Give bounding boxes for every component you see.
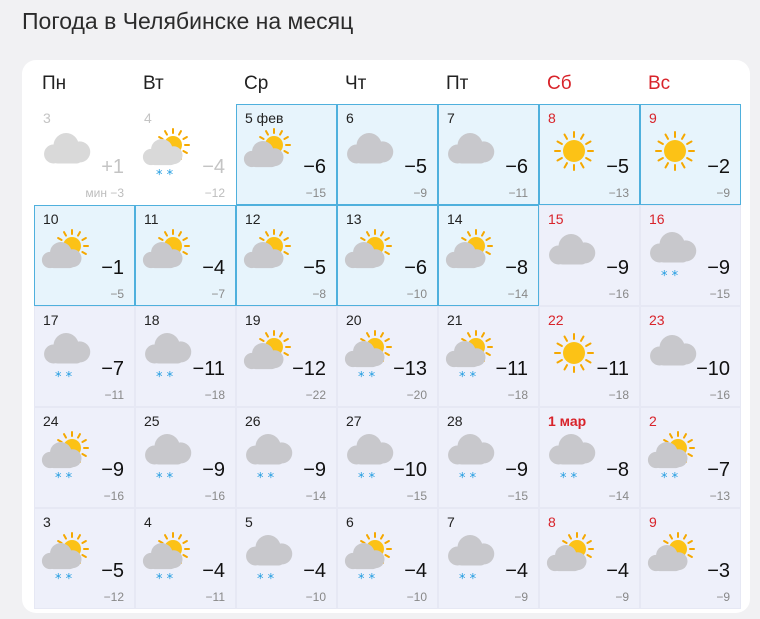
day-date: 12 <box>245 211 261 227</box>
day-cell[interactable] <box>640 306 741 407</box>
day-date: 1 мар <box>548 413 587 429</box>
weekday-sat: Сб <box>547 73 572 94</box>
day-temp-max: −4 <box>505 560 528 582</box>
weekday-thu: Чт <box>345 73 367 94</box>
day-date: 23 <box>649 312 665 328</box>
partly-cloudy-icon <box>140 228 196 291</box>
day-temp-max: −7 <box>101 358 124 380</box>
day-temp-max: −4 <box>404 560 427 582</box>
partly-cloudy-icon <box>241 127 297 190</box>
day-cell[interactable] <box>34 205 135 306</box>
day-temp-max: −9 <box>303 459 326 481</box>
partly-cloudy-snow-icon <box>443 329 499 392</box>
svg-text:* *: * * <box>358 370 376 385</box>
day-date: 22 <box>548 312 564 328</box>
day-date: 16 <box>649 211 665 227</box>
svg-text:* *: * * <box>156 370 174 385</box>
day-cell[interactable] <box>337 205 438 306</box>
svg-text:* *: * * <box>661 269 679 284</box>
day-date: 20 <box>346 312 362 328</box>
day-date: 5 <box>245 514 253 530</box>
cloudy-snow-icon <box>443 531 499 594</box>
day-cell[interactable] <box>539 306 640 407</box>
day-date: 17 <box>43 312 59 328</box>
day-temp-min: −8 <box>312 287 326 301</box>
partly-cloudy-snow-icon <box>39 430 95 493</box>
cloudy-snow-icon <box>544 430 600 493</box>
cloudy-icon <box>645 329 701 392</box>
day-temp-min: −11 <box>104 388 124 402</box>
day-cell[interactable] <box>539 205 640 306</box>
day-temp-min: −10 <box>406 287 427 301</box>
day-cell[interactable] <box>539 104 640 205</box>
day-date: 15 <box>548 211 564 227</box>
svg-text:* *: * * <box>661 471 679 486</box>
day-date: 3 <box>43 514 51 530</box>
day-temp-max: +1 <box>101 156 124 178</box>
cloudy-icon <box>544 228 600 291</box>
day-date: 6 <box>346 514 354 530</box>
day-date: 21 <box>447 312 463 328</box>
day-cell[interactable] <box>34 306 135 407</box>
svg-text:* *: * * <box>459 572 477 587</box>
day-temp-min: −13 <box>709 489 730 503</box>
day-date: 14 <box>447 211 463 227</box>
day-date: 25 <box>144 413 160 429</box>
cloudy-snow-icon <box>241 430 297 493</box>
partly-cloudy-icon <box>241 329 297 392</box>
day-cell[interactable] <box>236 306 337 407</box>
day-temp-max: −8 <box>606 459 629 481</box>
day-temp-min: −9 <box>413 186 427 200</box>
day-cell[interactable] <box>34 104 135 205</box>
day-date: 3 <box>43 110 51 126</box>
day-temp-max: −5 <box>606 156 629 178</box>
day-cell[interactable] <box>337 306 438 407</box>
day-temp-min: мин −3 <box>85 186 124 200</box>
svg-text:* *: * * <box>459 471 477 486</box>
day-date: 4 <box>144 514 152 530</box>
partly-cloudy-icon <box>544 531 600 594</box>
day-temp-max: −6 <box>404 257 427 279</box>
cloudy-snow-icon <box>342 430 398 493</box>
partly-cloudy-icon <box>39 228 95 291</box>
day-date: 26 <box>245 413 261 429</box>
day-cell[interactable] <box>438 407 539 508</box>
day-temp-min: −15 <box>709 287 730 301</box>
day-temp-max: −10 <box>393 459 427 481</box>
day-temp-max: −9 <box>707 257 730 279</box>
day-temp-min: −12 <box>204 186 225 200</box>
day-temp-min: −9 <box>514 590 528 604</box>
sunny-icon <box>544 329 600 392</box>
day-cell[interactable] <box>135 407 236 508</box>
day-cell[interactable] <box>539 508 640 609</box>
day-date: 11 <box>144 211 159 227</box>
day-temp-min: −18 <box>608 388 629 402</box>
day-temp-min: −15 <box>507 489 528 503</box>
day-temp-max: −3 <box>707 560 730 582</box>
sunny-icon <box>645 127 701 190</box>
partly-cloudy-snow-icon <box>140 127 196 190</box>
day-temp-min: −5 <box>110 287 124 301</box>
svg-text:* *: * * <box>358 572 376 587</box>
day-temp-max: −11 <box>596 358 629 380</box>
day-cell[interactable] <box>539 407 640 508</box>
day-date: 8 <box>548 110 556 126</box>
day-temp-min: −15 <box>305 186 326 200</box>
cloudy-snow-icon <box>140 329 196 392</box>
day-temp-min: −14 <box>608 489 629 503</box>
day-temp-min: −9 <box>716 186 730 200</box>
day-cell[interactable] <box>34 508 135 609</box>
cloudy-icon <box>342 127 398 190</box>
svg-text:* *: * * <box>156 471 174 486</box>
day-cell[interactable] <box>640 205 741 306</box>
day-temp-max: −1 <box>101 257 124 279</box>
partly-cloudy-icon <box>241 228 297 291</box>
day-temp-max: −9 <box>101 459 124 481</box>
day-cell[interactable] <box>337 104 438 205</box>
day-temp-max: −7 <box>707 459 730 481</box>
svg-text:* *: * * <box>257 572 275 587</box>
day-temp-max: −8 <box>505 257 528 279</box>
cloudy-icon <box>443 127 499 190</box>
day-cell[interactable] <box>236 205 337 306</box>
day-temp-max: −4 <box>202 257 225 279</box>
partly-cloudy-icon <box>443 228 499 291</box>
cloudy-snow-icon <box>645 228 701 291</box>
weekday-mon: Пн <box>42 73 67 94</box>
page-title: Погода в Челябинске на месяц <box>22 8 354 34</box>
day-date: 7 <box>447 514 455 530</box>
day-cell[interactable] <box>337 407 438 508</box>
day-temp-max: −11 <box>495 358 528 380</box>
partly-cloudy-snow-icon <box>39 531 95 594</box>
day-date: 28 <box>447 413 463 429</box>
day-cell[interactable] <box>135 205 236 306</box>
day-temp-max: −9 <box>606 257 629 279</box>
day-temp-min: −20 <box>406 388 427 402</box>
day-cell[interactable] <box>438 306 539 407</box>
day-cell[interactable] <box>236 104 337 205</box>
day-temp-min: −13 <box>608 186 629 200</box>
day-date: 10 <box>43 211 59 227</box>
day-date: 18 <box>144 312 160 328</box>
day-temp-min: −16 <box>103 489 124 503</box>
day-temp-min: −9 <box>716 590 730 604</box>
day-date: 19 <box>245 312 261 328</box>
day-temp-min: −16 <box>608 287 629 301</box>
day-temp-min: −18 <box>204 388 225 402</box>
day-temp-max: −4 <box>202 156 225 178</box>
day-date: 13 <box>346 211 362 227</box>
svg-text:* *: * * <box>156 168 174 183</box>
day-temp-min: −16 <box>709 388 730 402</box>
day-cell[interactable] <box>135 306 236 407</box>
day-temp-min: −7 <box>211 287 225 301</box>
day-cell[interactable] <box>236 407 337 508</box>
day-date: 6 <box>346 110 354 126</box>
day-temp-min: −11 <box>508 186 528 200</box>
day-cell[interactable] <box>640 407 741 508</box>
sunny-icon <box>544 127 600 190</box>
svg-text:* *: * * <box>156 572 174 587</box>
day-temp-max: −10 <box>696 358 730 380</box>
day-date: 8 <box>548 514 556 530</box>
day-temp-max: −6 <box>505 156 528 178</box>
day-temp-max: −6 <box>303 156 326 178</box>
partly-cloudy-snow-icon <box>342 531 398 594</box>
weekday-wed: Ср <box>244 73 269 94</box>
day-temp-min: −16 <box>204 489 225 503</box>
day-temp-min: −10 <box>305 590 326 604</box>
svg-text:* *: * * <box>55 370 73 385</box>
day-date: 7 <box>447 110 455 126</box>
day-temp-min: −18 <box>507 388 528 402</box>
day-date: 4 <box>144 110 152 126</box>
day-cell[interactable] <box>438 205 539 306</box>
day-temp-max: −12 <box>292 358 326 380</box>
day-cell[interactable] <box>34 407 135 508</box>
day-cell[interactable] <box>236 508 337 609</box>
day-cell[interactable] <box>640 104 741 205</box>
svg-text:* *: * * <box>459 370 477 385</box>
partly-cloudy-snow-icon <box>645 430 701 493</box>
cloudy-snow-icon <box>443 430 499 493</box>
day-temp-max: −5 <box>404 156 427 178</box>
partly-cloudy-icon <box>645 531 701 594</box>
svg-text:* *: * * <box>55 471 73 486</box>
partly-cloudy-snow-icon <box>342 329 398 392</box>
partly-cloudy-icon <box>342 228 398 291</box>
day-date: 5 фев <box>245 110 284 126</box>
svg-text:* *: * * <box>560 471 578 486</box>
day-temp-max: −9 <box>505 459 528 481</box>
day-temp-max: −2 <box>707 156 730 178</box>
day-temp-max: −9 <box>202 459 225 481</box>
day-temp-min: −11 <box>205 590 225 604</box>
day-cell[interactable] <box>337 508 438 609</box>
weekday-sun: Вс <box>648 73 671 94</box>
day-date: 24 <box>43 413 59 429</box>
day-temp-min: −12 <box>103 590 124 604</box>
day-date: 27 <box>346 413 362 429</box>
day-date: 9 <box>649 110 657 126</box>
day-temp-min: −14 <box>305 489 326 503</box>
day-temp-max: −5 <box>101 560 124 582</box>
day-temp-max: −4 <box>606 560 629 582</box>
cloudy-snow-icon <box>241 531 297 594</box>
day-temp-max: −11 <box>192 358 225 380</box>
svg-text:* *: * * <box>257 471 275 486</box>
cloudy-snow-icon <box>39 329 95 392</box>
day-temp-min: −14 <box>507 287 528 301</box>
day-temp-min: −22 <box>305 388 326 402</box>
day-cell[interactable] <box>135 508 236 609</box>
day-cell[interactable] <box>640 508 741 609</box>
svg-text:* *: * * <box>55 572 73 587</box>
day-date: 9 <box>649 514 657 530</box>
day-temp-min: −9 <box>615 590 629 604</box>
day-date: 2 <box>649 413 657 429</box>
day-cell[interactable] <box>438 104 539 205</box>
cloudy-icon <box>39 127 95 190</box>
day-temp-max: −13 <box>393 358 427 380</box>
day-temp-min: −15 <box>406 489 427 503</box>
cloudy-snow-icon <box>140 430 196 493</box>
day-cell[interactable] <box>135 104 236 205</box>
day-temp-max: −5 <box>303 257 326 279</box>
day-cell[interactable] <box>438 508 539 609</box>
weekday-fri: Пт <box>446 73 469 94</box>
svg-text:* *: * * <box>358 471 376 486</box>
day-temp-max: −4 <box>303 560 326 582</box>
day-temp-min: −10 <box>406 590 427 604</box>
day-temp-max: −4 <box>202 560 225 582</box>
weekday-tue: Вт <box>143 73 164 94</box>
partly-cloudy-snow-icon <box>140 531 196 594</box>
